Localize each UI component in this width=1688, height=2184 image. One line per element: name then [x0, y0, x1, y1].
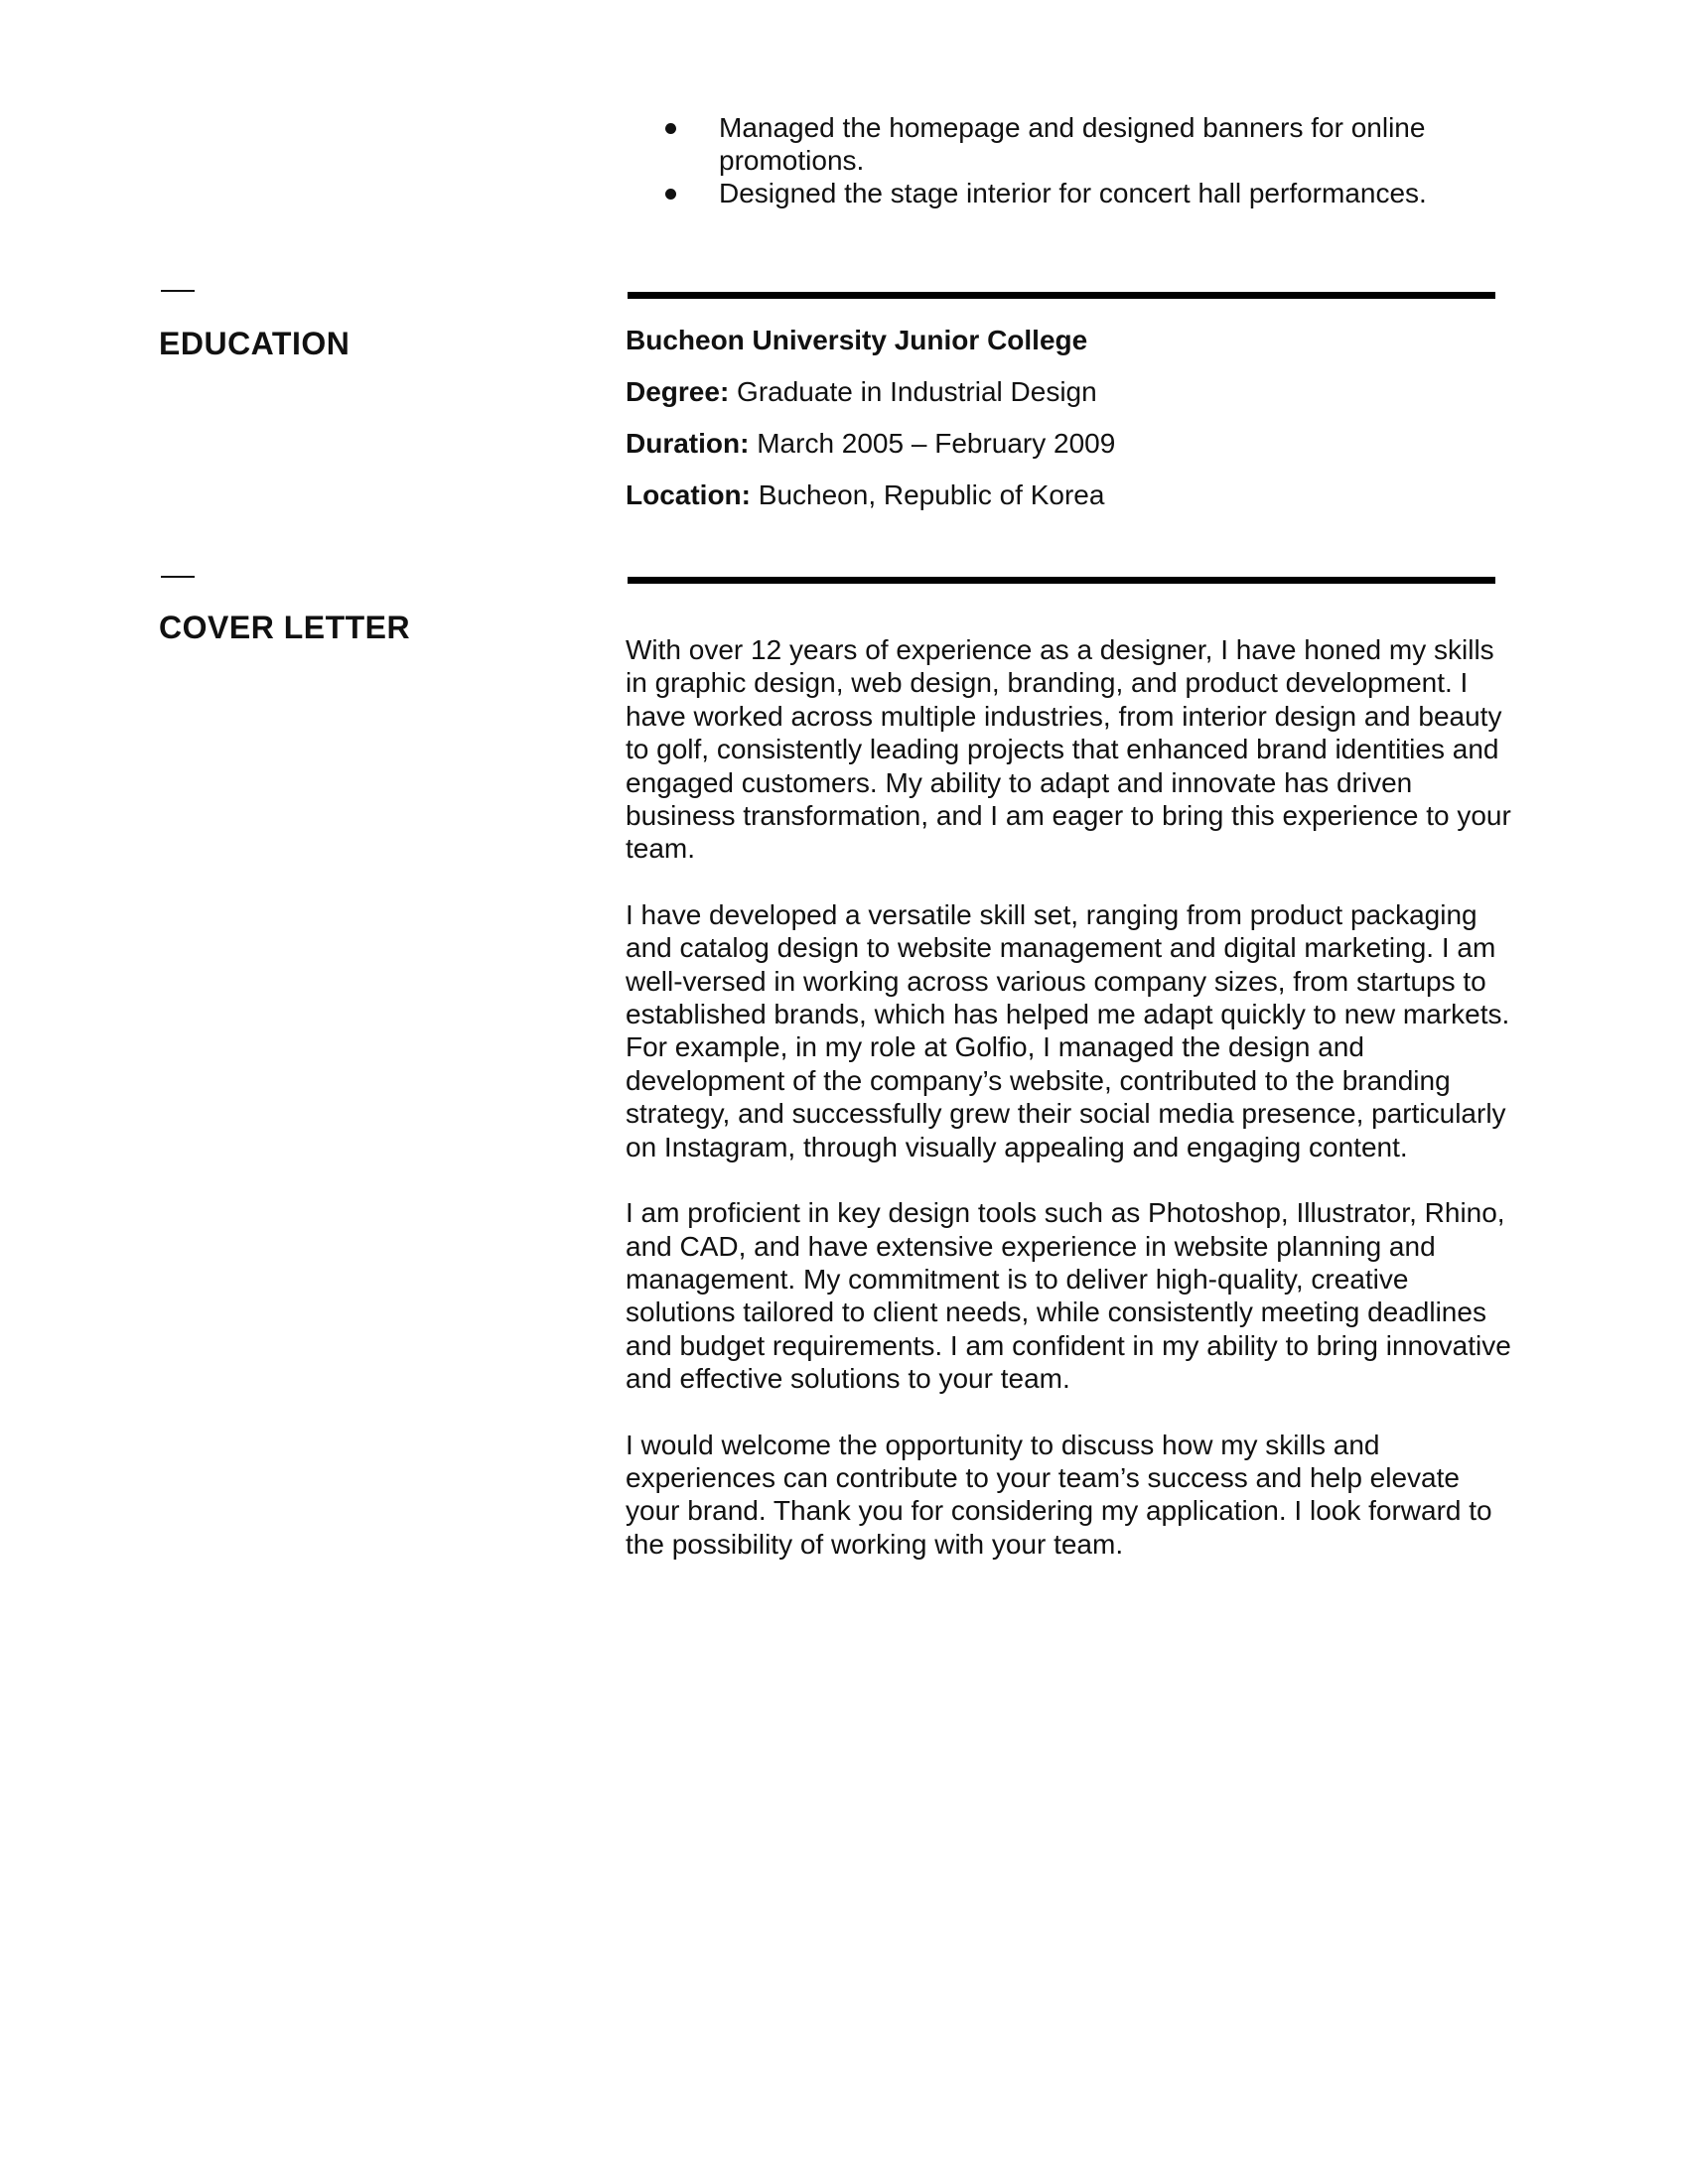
section-divider: [628, 292, 1495, 299]
duration-line: [626, 427, 1479, 461]
list-item: [665, 177, 1430, 209]
cover-letter-paragraph: I would welcome the opportunity to discuss how my skills and experiences can contribute to your team’s success and help elevate your brand. Thank you for considering my application. I look forward to the possibility of working with your team.: [626, 1429, 1492, 1560]
cover-letter-body: [626, 633, 1519, 1593]
school-name: Bucheon University Junior College: [626, 325, 1088, 355]
section-dash: [161, 290, 195, 292]
experience-bullet-list: [665, 111, 1430, 209]
duration-value: March 2005 – February 2009: [757, 428, 1116, 459]
cover-letter-paragraph: I have developed a versatile skill set, ranging from product packaging and catalog design to website management and digital marketing. I am well-versed in working across various company sizes, from startups to established brands, which has helped me adapt quickly to new markets. For example, in my role at Golfio, I managed the design and development of the company’s website, contributed to the branding strategy, and successfully grew their social media presence, particularly on Instagram, through visually appealing and engaging content.: [626, 898, 1510, 1162]
section-dash: [161, 576, 195, 578]
degree-line: [626, 375, 1479, 409]
section-divider: [628, 577, 1495, 584]
cover-letter-paragraph: With over 12 years of experience as a designer, I have honed my skills in graphic design, web design, branding, and product development. I have worked across multiple industries, from interior design and beauty to golf, consistently leading projects that enhanced brand identities and engaged customers. My ability to adapt and innovate has driven business transformation, and I am eager to bring this experience to your team.: [626, 634, 1511, 865]
bullet-text: Managed the homepage and designed banners for online promotions.: [719, 112, 1426, 176]
duration-label: Duration:: [626, 428, 750, 459]
degree-value: Graduate in Industrial Design: [737, 376, 1097, 407]
location-label: Location:: [626, 479, 751, 510]
education-heading: EDUCATION: [159, 326, 351, 361]
location-line: [626, 478, 1479, 512]
bullet-icon: [665, 123, 676, 134]
bullet-icon: [665, 189, 676, 200]
education-details: [626, 324, 1479, 530]
list-item: [665, 111, 1430, 177]
bullet-text: Designed the stage interior for concert hall performances.: [719, 178, 1427, 208]
degree-label: Degree:: [626, 376, 730, 407]
location-value: Bucheon, Republic of Korea: [758, 479, 1105, 510]
cover-letter-paragraph: I am proficient in key design tools such as Photoshop, Illustrator, Rhino, and CAD, and have extensive experience in website planning and management. My commitment is to deliver high-quality, creative solutions tailored to client needs, while consistently meeting deadlines and budget requirements. I am confident in my ability to bring innovative and effective solutions to your team.: [626, 1197, 1511, 1395]
cover-letter-heading: COVER LETTER: [159, 610, 411, 645]
